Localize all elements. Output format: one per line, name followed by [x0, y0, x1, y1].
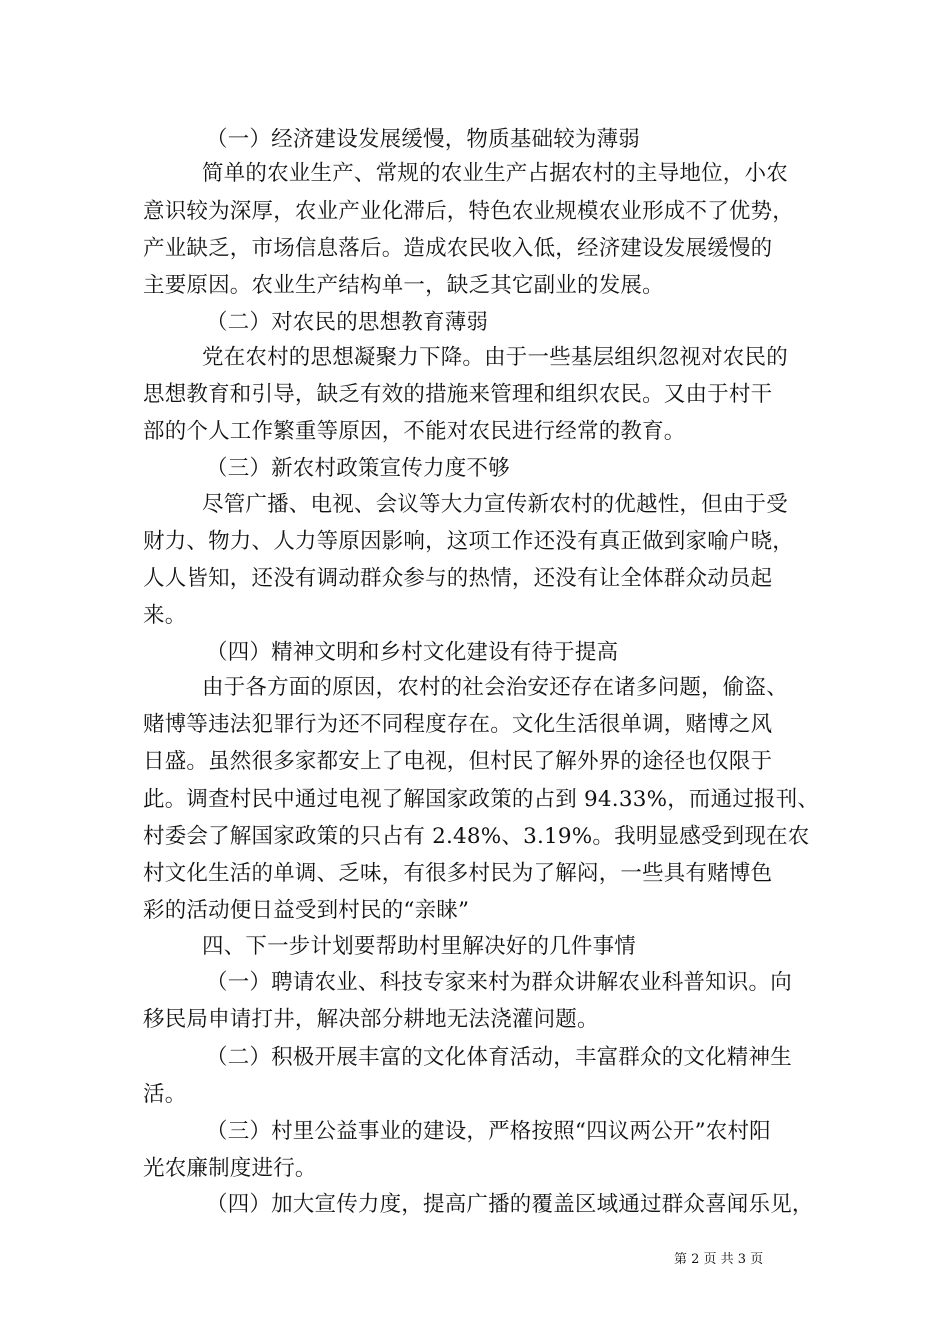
heading-policy-publicity: （三）新农村政策宣传力度不够: [206, 456, 510, 481]
heading-next-step-plan: 四、下一步计划要帮助村里解决好的几件事情: [202, 934, 637, 959]
paragraph-line: 此。调查村民中通过电视了解国家政策的占到 94.33%，而通过报刊、: [143, 787, 820, 812]
heading-ideological-education: （二）对农民的思想教育薄弱: [206, 310, 489, 335]
paragraph-line: 思想教育和引导，缺乏有效的措施来管理和组织农民。又由于村干: [143, 382, 773, 407]
paragraph-line: 意识较为深厚，农业产业化滞后，特色农业规模农业形成不了优势，: [143, 199, 795, 224]
paragraph-line: （三）村里公益事业的建设，严格按照“四议两公开”农村阳: [206, 1119, 771, 1144]
heading-economic-construction: （一）经济建设发展缓慢，物质基础较为薄弱: [206, 127, 641, 152]
paragraph-line: （四）加大宣传力度，提高广播的覆盖区域通过群众喜闻乐见，: [206, 1192, 814, 1217]
paragraph-line: （二）积极开展丰富的文化体育活动，丰富群众的文化精神生: [206, 1045, 792, 1070]
paragraph-line: 村委会了解国家政策的只占有 2.48%、3.19%。我明显感受到现在农: [143, 824, 810, 849]
paragraph-line: 人人皆知，还没有调动群众参与的热情，还没有让全体群众动员起: [143, 566, 773, 591]
heading-spiritual-civilization: （四）精神文明和乡村文化建设有待于提高: [206, 640, 619, 665]
paragraph-line: 赌博等违法犯罪行为还不同程度存在。文化生活很单调，赌博之风: [143, 712, 773, 737]
paragraph-line: 移民局申请打井，解决部分耕地无法浇灌问题。: [143, 1007, 599, 1032]
paragraph-line: 主要原因。农业生产结构单一，缺乏其它副业的发展。: [143, 273, 664, 298]
paragraph-line: 彩的活动便日益受到村民的“亲睐”: [143, 898, 470, 923]
page-number-footer: 第 2 页 共 3 页: [674, 1252, 764, 1267]
paragraph-line: 来。: [143, 603, 187, 628]
paragraph-line: 产业缺乏，市场信息落后。造成农民收入低，经济建设发展缓慢的: [143, 236, 773, 261]
paragraph-line: 部的个人工作繁重等原因，不能对农民进行经常的教育。: [143, 419, 686, 444]
paragraph-line: 活。: [143, 1082, 187, 1107]
paragraph-line: 党在农村的思想凝聚力下降。由于一些基层组织忽视对农民的: [202, 345, 788, 370]
paragraph-line: 简单的农业生产、常规的农业生产占据农村的主导地位，小农: [202, 161, 788, 186]
paragraph-line: 尽管广播、电视、会议等大力宣传新农村的优越性，但由于受: [202, 492, 788, 517]
paragraph-line: 由于各方面的原因，农村的社会治安还存在诸多问题，偷盗、: [202, 675, 788, 700]
paragraph-line: 村文化生活的单调、乏味，有很多村民为了解闷，一些具有赌博色: [143, 861, 773, 886]
paragraph-line: 财力、物力、人力等原因影响，这项工作还没有真正做到家喻户晓，: [143, 529, 795, 554]
paragraph-line: 光农廉制度进行。: [143, 1156, 317, 1181]
paragraph-line: （一）聘请农业、科技专家来村为群众讲解农业科普知识。向: [206, 970, 792, 995]
paragraph-line: 日盛。虽然很多家都安上了电视，但村民了解外界的途径也仅限于: [143, 749, 773, 774]
